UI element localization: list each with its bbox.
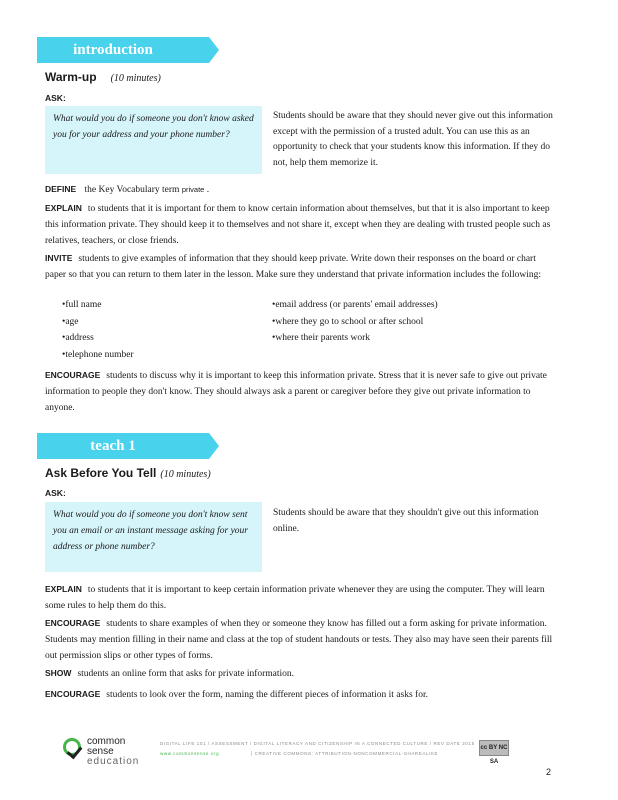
encourage-paragraph bbox=[45, 615, 555, 664]
private-info-list-right bbox=[272, 297, 438, 347]
creative-commons-badge-icon: cc BY NC SA bbox=[479, 740, 509, 756]
list-item: • address bbox=[62, 330, 134, 347]
keyword-encourage: ENCOURAGE bbox=[45, 370, 101, 380]
logo-line-2: sense bbox=[87, 746, 114, 757]
explain-paragraph bbox=[45, 581, 555, 614]
ask-label: ASK: bbox=[45, 93, 66, 103]
banner-label: teach 1 bbox=[90, 438, 136, 454]
encourage-text: students to discuss why it is important to keep this information private. Stress that it is never safe to give out private information to people they don't know. They should always ask a parent or caregiver before they give out private information to anyone. bbox=[45, 371, 547, 413]
private-info-list-left bbox=[62, 297, 134, 363]
show-text: students an online form that asks for private information. bbox=[77, 669, 295, 679]
section-banner-introduction bbox=[37, 37, 209, 63]
keyword-explain: EXPLAIN bbox=[45, 203, 82, 213]
section-banner-teach-1 bbox=[37, 433, 209, 459]
keyword-show: SHOW bbox=[45, 668, 72, 678]
keyword-encourage: ENCOURAGE bbox=[45, 618, 101, 628]
footer-license-line bbox=[160, 751, 438, 756]
logo-line-1: common bbox=[87, 736, 126, 747]
section-title bbox=[45, 466, 211, 480]
page-number: 2 bbox=[546, 767, 552, 777]
section-duration: (10 minutes) bbox=[110, 73, 161, 84]
keyword-define: DEFINE bbox=[45, 184, 77, 194]
teacher-note: Students should be aware that they should never give out this information except with the permission of a trusted adult. You can use this as an opportunity to check that your students know this information. If they do not, help them memorize it. bbox=[273, 111, 553, 168]
footer-url-link[interactable]: www.commonsense.org bbox=[160, 751, 220, 756]
explain-paragraph bbox=[45, 200, 555, 249]
keyword-explain: EXPLAIN bbox=[45, 584, 82, 594]
teacher-note: Students should be aware that they shouldn't give out this information online. bbox=[273, 508, 539, 534]
keyword-encourage: ENCOURAGE bbox=[45, 689, 101, 699]
show-paragraph bbox=[45, 665, 555, 682]
explain-text: to students that it is important to keep certain information private whenever they are using the computer. They will learn some rules to help them do this. bbox=[45, 585, 545, 611]
section-title bbox=[45, 70, 161, 84]
list-item: • full name bbox=[62, 297, 134, 314]
ask-label: ASK: bbox=[45, 488, 66, 498]
section-duration: (10 minutes) bbox=[160, 469, 211, 480]
encourage-text: students to look over the form, naming the different pieces of information it asks for. bbox=[106, 690, 428, 700]
section-title-text: Ask Before You Tell bbox=[45, 466, 157, 480]
section-title-text: Warm-up bbox=[45, 70, 97, 84]
encourage-text: students to share examples of when they or someone they know has filled out a form asking for private information. Students may mention filling in their name and class at the top of student handouts or tests. They also may have seen their parents fill out permission slips or other types of forms. bbox=[45, 619, 553, 661]
define-paragraph bbox=[45, 181, 555, 198]
invite-text: students to give examples of information that they should keep private. Write down their responses on the board or chart paper so that you can return to them later in the lesson. Make sure they understand that private information includes the following: bbox=[45, 254, 541, 280]
footer-course-info: DIGITAL LIFE 101 / ASSESSMENT / DIGITAL LITERACY AND CITIZENSHIP IN A CONNECTED CULTURE / REV DATE 2015 bbox=[160, 741, 475, 746]
banner-label: introduction bbox=[73, 42, 153, 58]
common-sense-logo bbox=[63, 736, 153, 768]
encourage-paragraph bbox=[45, 367, 555, 416]
question-box: What would you do if someone you don't know asked you for your address and your phone number? bbox=[45, 106, 262, 174]
banner-arrow bbox=[209, 37, 219, 63]
list-item: • where they go to school or after school bbox=[272, 314, 438, 331]
encourage-paragraph-2 bbox=[45, 686, 555, 703]
invite-paragraph bbox=[45, 250, 555, 283]
logo-line-3: education bbox=[87, 756, 140, 767]
vocab-term: private bbox=[181, 185, 205, 194]
explain-text: to students that it is important for them to know certain information about themselves, but that it is also important to keep this information private. They should keep it to themselves and not share it, except when they are dealing with trusted people such as relatives, teachers, or close friends. bbox=[45, 204, 551, 246]
list-item: • age bbox=[62, 314, 134, 331]
checkmark-circle-icon bbox=[63, 738, 81, 756]
list-item: • telephone number bbox=[62, 347, 134, 364]
footer-license-text: | CREATIVE COMMONS: ATTRIBUTION-NONCOMMERCIAL-SHAREALIKE bbox=[251, 751, 439, 756]
list-item: • email address (or parents' email addresses) bbox=[272, 297, 438, 314]
define-end: . bbox=[206, 185, 210, 195]
list-item: • where their parents work bbox=[272, 330, 438, 347]
keyword-invite: INVITE bbox=[45, 253, 73, 263]
banner-arrow bbox=[209, 433, 219, 459]
define-text: the Key Vocabulary term bbox=[84, 185, 180, 195]
question-box: What would you do if someone you don't know sent you an email or an instant message asking for your address or phone number? bbox=[45, 502, 262, 572]
